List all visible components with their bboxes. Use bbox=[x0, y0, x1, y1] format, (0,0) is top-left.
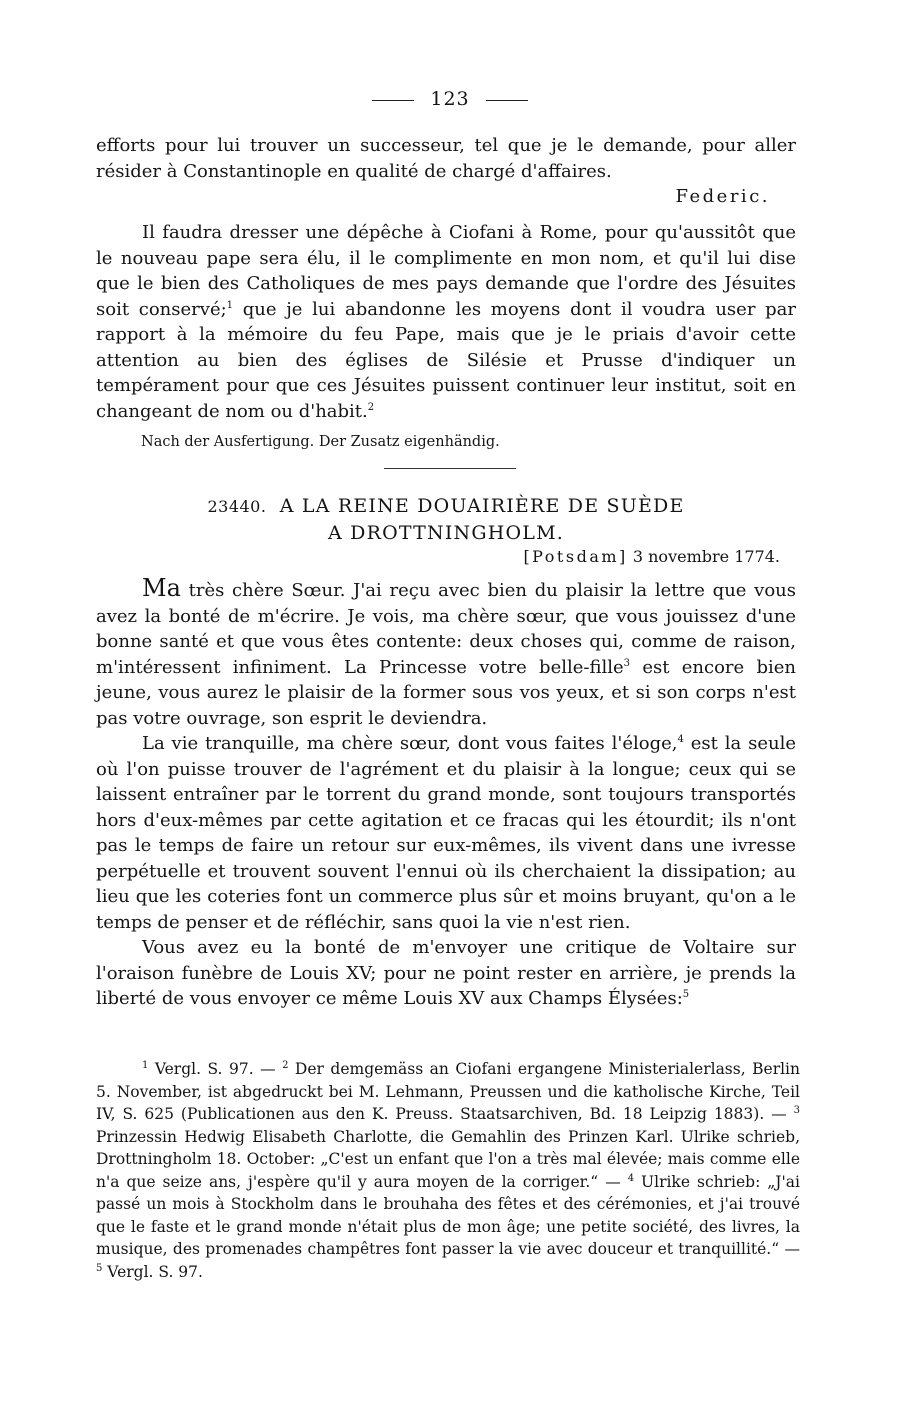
postscript-paragraph bbox=[96, 220, 796, 424]
section-separator bbox=[384, 468, 516, 469]
footnote-ref-3[interactable]: 3 bbox=[623, 657, 631, 669]
letter-heading-line1 bbox=[96, 493, 796, 520]
letter-p1-text-a: très chère Sœur. J'ai reçu avec bien du plaisir la lettre que vous avez la bonté de m'écrire. Je vois, ma chère sœur, que vous jouissez d'une bonne santé et que vous êtes contente: deux choses qui, comme de raison, m'intéressent infiniment. La Princesse votre belle-fille bbox=[96, 580, 796, 678]
footnote-mark-4: 4 bbox=[627, 1172, 635, 1184]
paragraph-continued: efforts pour lui trouver un successeur, tel que je le demande, pour aller résider à Constantinople en qualité de chargé d'affaires. bbox=[96, 135, 796, 182]
letter-p1-text-b: est encore bien jeune, vous aurez le plaisir de la former sous vos yeux, et si son corps n'est pas votre ouvrage, son esprit le deviendra. bbox=[96, 656, 797, 729]
letter-heading bbox=[96, 493, 796, 547]
footnote-mark-1: 1 bbox=[142, 1059, 149, 1071]
letter-p2-text-b: est la seule où l'on puisse trouver de l'agrément et du plaisir à la longue; ceux qui se laissent entraîner par le torrent du grand monde, sont toujours transportés hors d'eux-mêmes par cette agitation et ce fracas qui les étourdit; ils n'ont pas le temps de faire un retour sur eux-mêmes, ils vivent dans une ivresse perpétuelle et trouvent souvent l'ennui où ils cherchaient la dissipation; au lieu que les coteries font un commerce plus sûr et moins bruyant, qu'on a le temps de penser et de réfléchir, sans quoi la vie n'est rien. bbox=[96, 733, 797, 933]
letter-paragraph-2 bbox=[96, 731, 796, 935]
signature: Federic. bbox=[675, 186, 770, 207]
letter-title-line1: A LA REINE DOUAIRIÈRE DE SUÈDE bbox=[279, 495, 685, 517]
footnote-ref-2[interactable]: 2 bbox=[367, 401, 375, 413]
header-rule-left bbox=[372, 100, 414, 101]
dateline-place: [Potsdam] bbox=[523, 547, 628, 566]
letter-title-line2: A DROTTNINGHOLM. bbox=[328, 522, 564, 544]
source-note: Nach der Ausfertigung. Der Zusatz eigenhändig. bbox=[141, 434, 500, 450]
postscript-text-b: que je lui abandonne les moyens dont il voudra user par rapport à la mémoire du feu Pape, mais que je le priais d'avoir cette attention au bien des églises de Silésie et Prusse d'indiquer un tempérament pour que ces Jésuites puissent continuer leur institut, soit en changeant de nom ou d'habit. bbox=[96, 298, 796, 422]
footnote-1: Vergl. S. 97. — bbox=[148, 1060, 283, 1078]
footnote-ref-1[interactable]: 1 bbox=[226, 299, 234, 311]
footnote-mark-2: 2 bbox=[282, 1059, 289, 1071]
footnote-mark-5: 5 bbox=[96, 1262, 103, 1274]
page-number: 123 bbox=[430, 88, 470, 110]
footnote-mark-3: 3 bbox=[793, 1104, 800, 1116]
footnote-2: Der demgemäss an Ciofani ergangene Ministerialerlass, Berlin 5. November, ist abgedruckt bei M. Lehmann, Preussen und die katholische Kirche, Teil IV, S. 625 (Publicationen aus den K. Preuss. Staatsarchiven, Bd. 18 Leipzig 1883). — bbox=[96, 1060, 800, 1123]
postscript-text-a: Il faudra dresser une dépêche à Ciofani à Rome, pour qu'aussitôt que le nouveau pape sera élu, il le complimente en mon nom, et qu'il lui dise que le bien des Catholiques de mes pays demande que l'ordre des Jésuites soit conservé; bbox=[96, 222, 796, 320]
opening-initial: Ma bbox=[142, 574, 181, 602]
footnote-4: Ulrike schrieb: „J'ai passé un mois à Stockholm dans le brouhaha des fêtes et des cérémonies, et j'ai trouvé que le faste et le grand monde n'était plus de mon âge; une petite société, des livres, la musique, des promenades champêtres font passer la vie avec douceur et tranquillité.“ — bbox=[96, 1172, 800, 1258]
letter-p3-text-a: Vous avez eu la bonté de m'envoyer une critique de Voltaire sur l'oraison funèbre de Louis XV; pour ne point rester en arrière, je prends la liberté de vous envoyer ce même Louis XV aux Champs Élysées: bbox=[96, 937, 796, 1009]
letter-number: 23440. bbox=[207, 497, 267, 516]
footnote-ref-5[interactable]: 5 bbox=[682, 989, 690, 1000]
letter-paragraph-3 bbox=[96, 935, 796, 1012]
previous-letter-ending bbox=[96, 133, 796, 210]
dateline-date: 3 novembre 1774. bbox=[632, 547, 780, 566]
footnote-block bbox=[96, 1058, 800, 1283]
footnote-5: Vergl. S. 97. bbox=[102, 1262, 203, 1281]
dateline bbox=[523, 547, 780, 566]
letter-paragraph-1 bbox=[96, 576, 796, 731]
letter-p2-text-a: La vie tranquille, ma chère sœur, dont vous faites l'éloge, bbox=[142, 733, 678, 754]
postscript bbox=[96, 220, 796, 424]
header-rule-right bbox=[486, 100, 528, 101]
letter-body bbox=[96, 576, 796, 1012]
footnote-3: Prinzessin Hedwig Elisabeth Charlotte, die Gemahlin des Prinzen Karl. Ulrike schrieb, Drottningholm 18. October: „C'est un enfant que l'on a très mal élevée; mais comme elle n'a que seize ans, j'espère qu'il y aura moyen de la corriger.“ — bbox=[96, 1127, 800, 1191]
footnote-ref-4[interactable]: 4 bbox=[677, 734, 684, 745]
footnotes bbox=[96, 1058, 800, 1283]
page-header bbox=[0, 88, 900, 110]
